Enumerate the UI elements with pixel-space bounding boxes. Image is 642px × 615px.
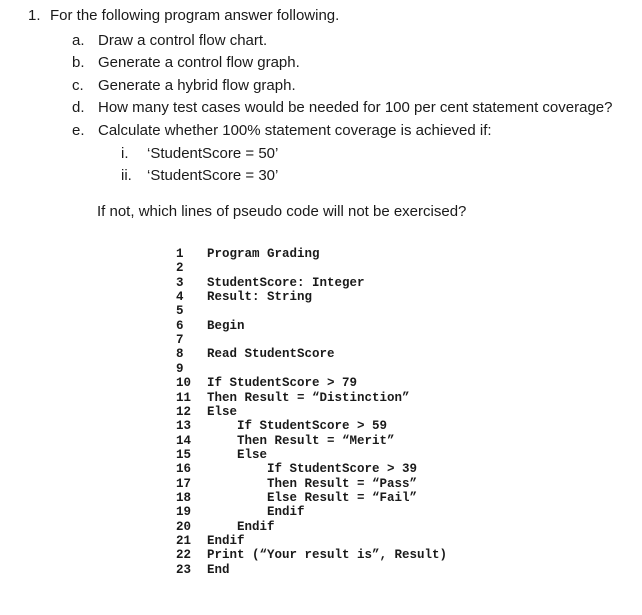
line-number: 3 — [176, 275, 184, 290]
line-number: 6 — [176, 318, 184, 333]
code-text: Endif — [237, 519, 275, 534]
code-text: Read StudentScore — [207, 347, 335, 362]
line-number: 5 — [176, 304, 184, 319]
line-number: 14 — [176, 433, 192, 448]
line-number: 20 — [176, 519, 192, 534]
code-text: Then Result = “Merit” — [237, 433, 395, 448]
case-marker: i. — [121, 145, 129, 162]
line-number: 23 — [176, 562, 192, 577]
code-text: Else Result = “Fail” — [267, 490, 418, 505]
code-text: Else — [237, 447, 268, 462]
followup-question: If not, which lines of pseudo code will not be exercised? — [97, 203, 467, 220]
question-text: For the following program answer following. — [50, 7, 340, 24]
code-text: Else — [207, 404, 238, 419]
line-number: 8 — [176, 347, 184, 362]
code-text: Endif — [267, 505, 305, 520]
line-number: 2 — [176, 261, 184, 276]
part-marker: a. — [72, 32, 85, 49]
part-text: Generate a control flow graph. — [98, 54, 300, 71]
line-number: 7 — [176, 333, 184, 348]
line-number: 9 — [176, 361, 184, 376]
code-text: If StudentScore > 39 — [267, 462, 418, 477]
line-number: 10 — [176, 376, 192, 391]
code-text: End — [207, 562, 230, 577]
code-text: Endif — [207, 534, 245, 548]
line-number: 1 — [176, 247, 184, 261]
line-number: 22 — [176, 548, 192, 563]
code-text: Program Grading — [207, 247, 320, 261]
code-text: If StudentScore > 79 — [207, 376, 358, 391]
code-text: Then Result = “Pass” — [267, 476, 418, 491]
code-text: Print (“Your result is”, Result) — [207, 548, 448, 563]
line-number: 15 — [176, 447, 192, 462]
line-number: 4 — [176, 290, 184, 305]
line-number: 11 — [176, 390, 192, 405]
part-text: Generate a hybrid flow graph. — [98, 77, 296, 94]
code-text: Result: String — [207, 290, 313, 305]
part-marker: e. — [72, 122, 85, 139]
part-marker: b. — [72, 54, 85, 71]
line-number: 16 — [176, 462, 192, 477]
line-number: 12 — [176, 404, 192, 419]
line-number: 13 — [176, 419, 192, 434]
line-number: 17 — [176, 476, 192, 491]
line-number: 21 — [176, 534, 192, 548]
code-text: StudentScore: Integer — [207, 275, 365, 290]
case-text: ‘StudentScore = 30’ — [147, 167, 279, 184]
code-text: Begin — [207, 318, 245, 333]
part-marker: d. — [72, 99, 85, 116]
part-text: How many test cases would be needed for 100 per cent statement coverage? — [98, 99, 613, 116]
question-number: 1. — [28, 7, 41, 24]
code-text: Then Result = “Distinction” — [207, 390, 410, 405]
part-text: Calculate whether 100% statement coverage is achieved if: — [98, 122, 492, 139]
code-text: If StudentScore > 59 — [237, 419, 388, 434]
part-text: Draw a control flow chart. — [98, 32, 268, 49]
line-number: 19 — [176, 505, 192, 520]
case-text: ‘StudentScore = 50’ — [147, 145, 279, 162]
part-marker: c. — [72, 77, 84, 94]
case-marker: ii. — [121, 167, 132, 184]
line-number: 18 — [176, 490, 192, 505]
